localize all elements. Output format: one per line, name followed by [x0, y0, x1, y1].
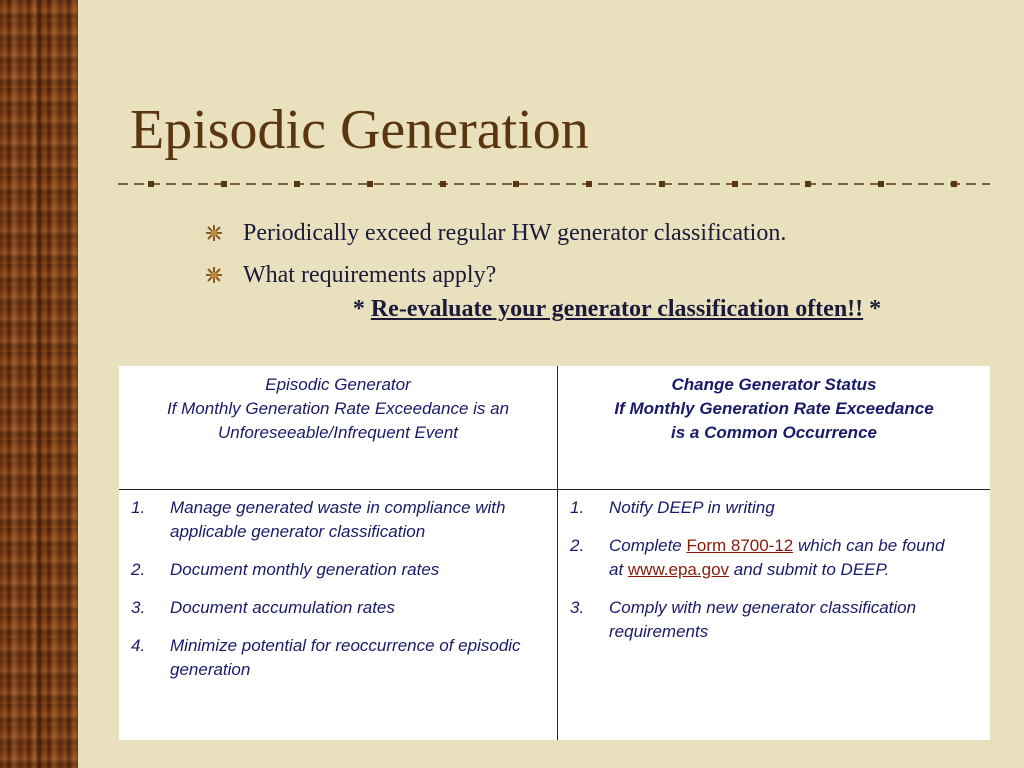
list-text: Minimize potential for reoccurrence of episodic generation [170, 636, 521, 679]
right-numbered-list [558, 490, 990, 644]
list-text: Notify DEEP in writing [609, 498, 775, 517]
list-number: 3. [570, 598, 585, 617]
form-8700-12-link[interactable]: Form 8700-12 [686, 536, 794, 555]
list-text: Manage generated waste in compliance with applicable generator classification [170, 498, 506, 541]
list-number: 2. [131, 560, 146, 579]
list-item [131, 634, 535, 682]
list-item [570, 596, 960, 644]
right-header-line: is a Common Occurrence [671, 423, 877, 442]
list-item [131, 496, 535, 544]
list-text: Document monthly generation rates [170, 560, 440, 579]
rule-dot [367, 181, 373, 187]
rule-dot [440, 181, 446, 187]
rule-dot [148, 181, 154, 187]
bullet-item [205, 212, 786, 254]
list-text: Document accumulation rates [170, 598, 395, 617]
dashed-divider-rule [118, 178, 990, 190]
left-header-line: Episodic Generator [265, 375, 411, 394]
right-column-header [558, 366, 990, 490]
rule-dot [805, 181, 811, 187]
list-text: Complete [609, 536, 687, 555]
left-numbered-list [119, 490, 557, 682]
list-text: Comply with new generator classification requirements [609, 598, 917, 641]
rule-dot [586, 181, 592, 187]
bullet-item [205, 254, 786, 296]
list-number: 1. [131, 498, 146, 517]
wood-grain-side-strip [0, 0, 78, 768]
rule-dot [513, 181, 519, 187]
left-column-body [119, 490, 558, 740]
rule-dot [732, 181, 738, 187]
right-header-line: Change Generator Status [671, 375, 877, 394]
rule-dot [951, 181, 957, 187]
list-text: and submit to DEEP. [729, 560, 890, 579]
emphasis-prefix: * [352, 296, 371, 322]
list-text: which can be found at [609, 536, 945, 579]
left-column-header [119, 366, 558, 490]
right-header-line: If Monthly Generation Rate Exceedance [614, 399, 934, 418]
list-text-with-links [609, 534, 960, 582]
rule-dot [878, 181, 884, 187]
list-number: 4. [131, 636, 146, 655]
list-item [131, 596, 535, 620]
list-item [570, 534, 960, 582]
asterisk-bullet-icon [205, 266, 223, 284]
bullet-text: What requirements apply? [243, 261, 497, 288]
bullet-list [205, 212, 786, 296]
asterisk-bullet-icon [205, 224, 223, 242]
comparison-table [119, 366, 990, 740]
bullet-text: Periodically exceed regular HW generator classification. [243, 219, 787, 246]
list-item [570, 496, 960, 520]
left-header-line: Unforeseeable/Infrequent Event [217, 423, 459, 442]
rule-dot [221, 181, 227, 187]
list-item [131, 558, 535, 582]
rule-dot [659, 181, 665, 187]
epa-website-link[interactable]: www.epa.gov [627, 560, 730, 579]
left-header-line: If Monthly Generation Rate Exceedance is an [166, 399, 510, 418]
emphasis-suffix: * [863, 296, 882, 322]
emphasis-line [0, 296, 1024, 323]
emphasis-underlined-text: Re-evaluate your generator classification often!! [370, 296, 864, 322]
list-number: 2. [570, 536, 585, 555]
slide-title: Episodic Generation [130, 99, 589, 161]
list-number: 3. [131, 598, 146, 617]
rule-dot [294, 181, 300, 187]
right-column-body [558, 490, 990, 740]
list-number: 1. [570, 498, 585, 517]
